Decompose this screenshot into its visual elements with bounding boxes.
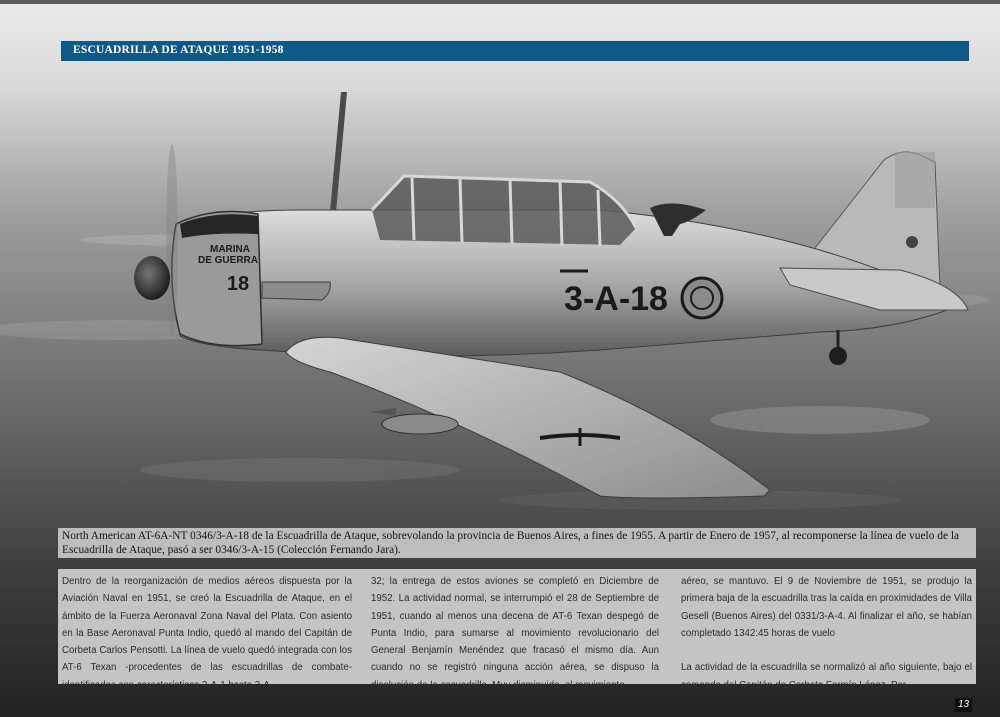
paragraph: 32; la entrega de estos aviones se completó en Diciembre de 1952. La actividad normal, se interrumpió el 28 de Septiembre de 1951, cuando al menos una decena de AT-6 Texan despegó de Punta Indio, para sumarse al movimiento revolucionario del General Benjamín Menéndez que fracasó el mismo día. Aun cuando no se registró ninguna acción aérea, se dispuso la disolución de la escuadrilla. Muy disminuido, el movimiento (371, 576, 659, 691)
text-column-3 (681, 573, 972, 694)
paragraph: La actividad de la escuadrilla se normalizó al año siguiente, bajo el comando del Capitán de Corbeta Fermín López. Por (681, 662, 972, 691)
rudder-roundel (906, 236, 918, 248)
photo-caption: North American AT-6A-NT 0346/3-A-18 de la Escuadrilla de Ataque, sobrevolando la provincia de Buenos Aires, a fines de 1955. A partir de Enero de 1957, al recomponerse la línea de vuelo de la Escuadrilla de Ataque, pasó a ser 0346/3-A-15 (Colección Fernando Jara). (58, 528, 976, 558)
naval-emblem (682, 278, 722, 318)
nose-marking-line2: DE GUERRA (197, 255, 259, 266)
fuselage-code: 3-A-18 (564, 280, 668, 318)
paragraph: Dentro de la reorganización de medios aéreos dispuesta por la Aviación Naval en 1951, se creó la Escuadrilla de Ataque, en el ámbito de la Fuerza Aeronaval Zona Naval del Plata. Con asiento en la Base Aeronaval Punta Indio, quedó al mando del Capitán de Corbeta Carlos Pensotti. La línea de vuelo quedó integrada con los AT-6 Texan -procedentes de las escuadrillas de combate- identificadas con características 3-A-1 hasta 3-A- (62, 576, 352, 691)
nose-marking-line1: MARINA (210, 244, 250, 255)
text-column-1 (62, 573, 352, 694)
text-column-2 (371, 573, 659, 694)
paragraph: aéreo, se mantuvo. El 9 de Noviembre de 1951, se produjo la primera baja de la escuadrilla tras la caída en proximidades de Villa Gesell (Buenos Aires) del 0331/3-A-4. Al finalizar el año, se habían completado 1342:45 horas de vuelo (681, 576, 972, 639)
tail-wheel (829, 347, 847, 365)
top-rule (0, 0, 1000, 4)
exhaust-fairing (262, 282, 330, 300)
underwing-store (382, 414, 458, 434)
propeller-blur (166, 144, 178, 336)
nose-number: 18 (226, 273, 250, 295)
section-title: ESCUADRILLA DE ATAQUE 1951-1958 (73, 44, 284, 56)
page-number: 13 (955, 698, 972, 712)
article-body (58, 569, 976, 691)
spinner (134, 256, 170, 300)
section-header-bar (61, 41, 969, 61)
